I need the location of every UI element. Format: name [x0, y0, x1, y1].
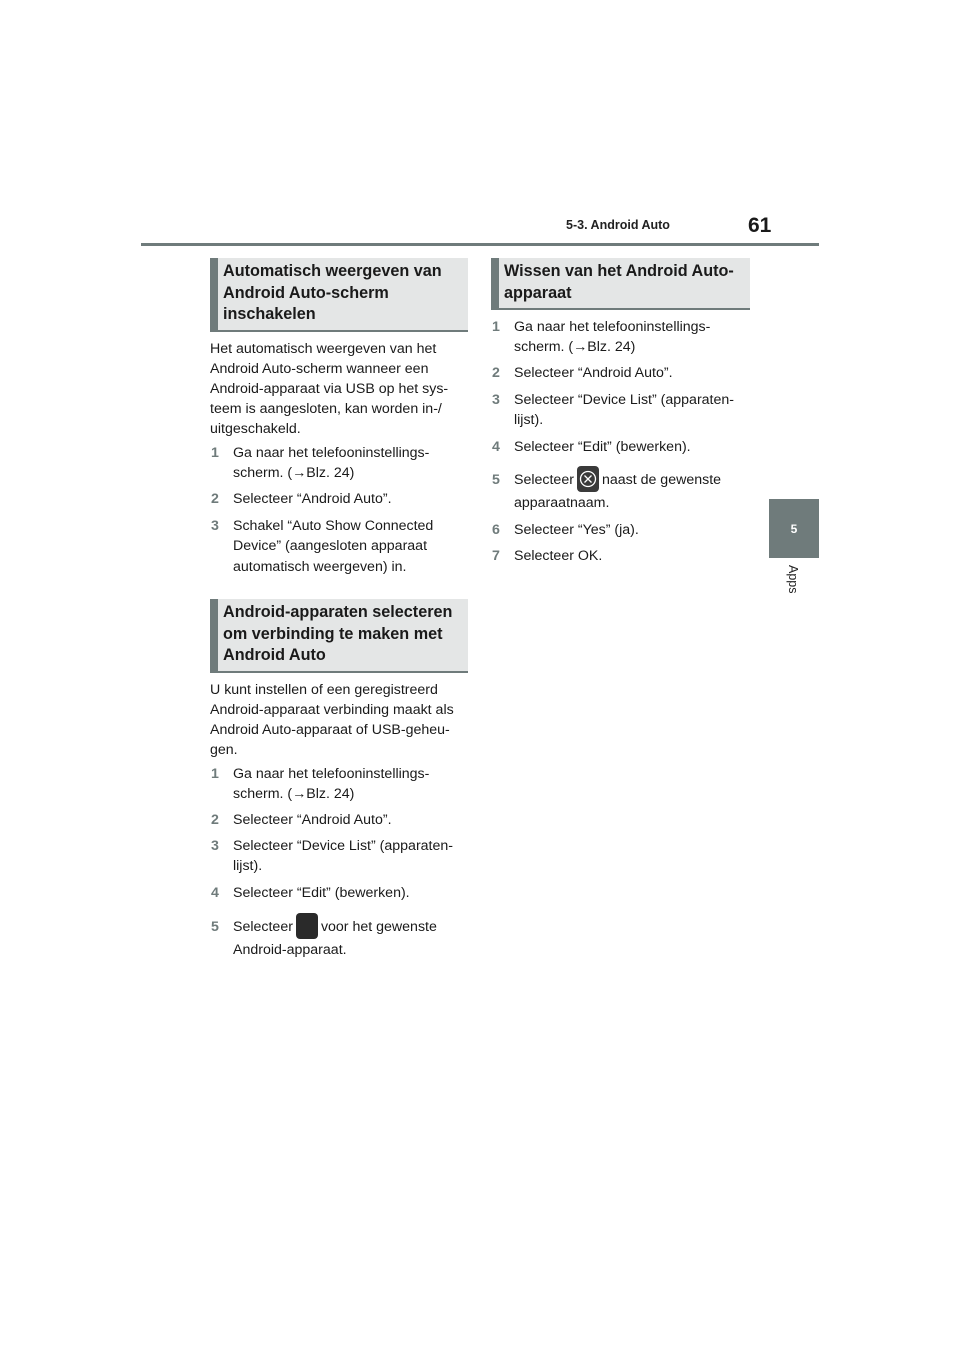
section-heading-auto-show — [210, 258, 468, 332]
page-number: 61 — [748, 214, 772, 237]
chapter-label: Apps — [786, 565, 800, 594]
step-1: 1 Ga naar het telefooninstellings- scherm. (→Blz. 24) — [211, 445, 430, 482]
step-3: 3 Selecteer “Device List” (apparaten- lijst). — [492, 392, 735, 429]
delete-x-icon — [577, 466, 599, 492]
intro-paragraph: U kunt instellen of een geregistreerd Android-apparaat verbinding maakt als Android Auto-apparaat of USB-geheu- gen. — [210, 682, 454, 758]
step-4: 4 Selecteer “Edit” (bewerken). — [211, 885, 410, 901]
step-2: 2 Selecteer “Android Auto”. — [492, 365, 673, 381]
step-5: 5 Selecteer voor het gewenste Android-apparaat. — [211, 914, 471, 966]
header-rule — [141, 243, 819, 246]
step-1: 1 Ga naar het telefooninstellings- scherm. (→Blz. 24) — [492, 319, 711, 356]
section-heading-delete-device — [491, 258, 750, 310]
step-1: 1 Ga naar het telefooninstellings- scherm. (→Blz. 24) — [211, 766, 430, 803]
step-3: 3 Selecteer “Device List” (apparaten- lijst). — [211, 838, 454, 875]
step-4: 4 Selecteer “Edit” (bewerken). — [492, 439, 691, 455]
chapter-tab — [769, 499, 819, 558]
section-heading-text: Automatisch weergeven van Android Auto-scherm inschakelen — [223, 262, 442, 323]
section-heading-select-devices — [210, 599, 468, 673]
checkbox-icon — [296, 913, 318, 939]
step-6: 6 Selecteer “Yes” (ja). — [492, 522, 639, 538]
section-heading-text: Wissen van het Android Auto- apparaat — [504, 262, 734, 302]
section-title: 5-3. Android Auto — [566, 218, 670, 232]
step-3: 3 Schakel “Auto Show Connected Device” (aangesloten apparaat automatisch weergeven) in. — [211, 518, 434, 575]
step-5: 5 Selecteer naast de gewenste apparaatnaam. — [492, 467, 754, 519]
intro-paragraph: Het automatisch weergeven van het Android Auto-scherm wanneer een Android-apparaat via USB op het sys- teem is aangesloten, kan worden in-/ uitgeschakeld. — [210, 341, 449, 437]
section-heading-text: Android-apparaten selecteren om verbinding te maken met Android Auto — [223, 603, 453, 664]
step-2: 2 Selecteer “Android Auto”. — [211, 812, 392, 828]
step-2: 2 Selecteer “Android Auto”. — [211, 491, 392, 507]
step-7: 7 Selecteer OK. — [492, 548, 603, 564]
chapter-number: 5 — [790, 521, 798, 536]
